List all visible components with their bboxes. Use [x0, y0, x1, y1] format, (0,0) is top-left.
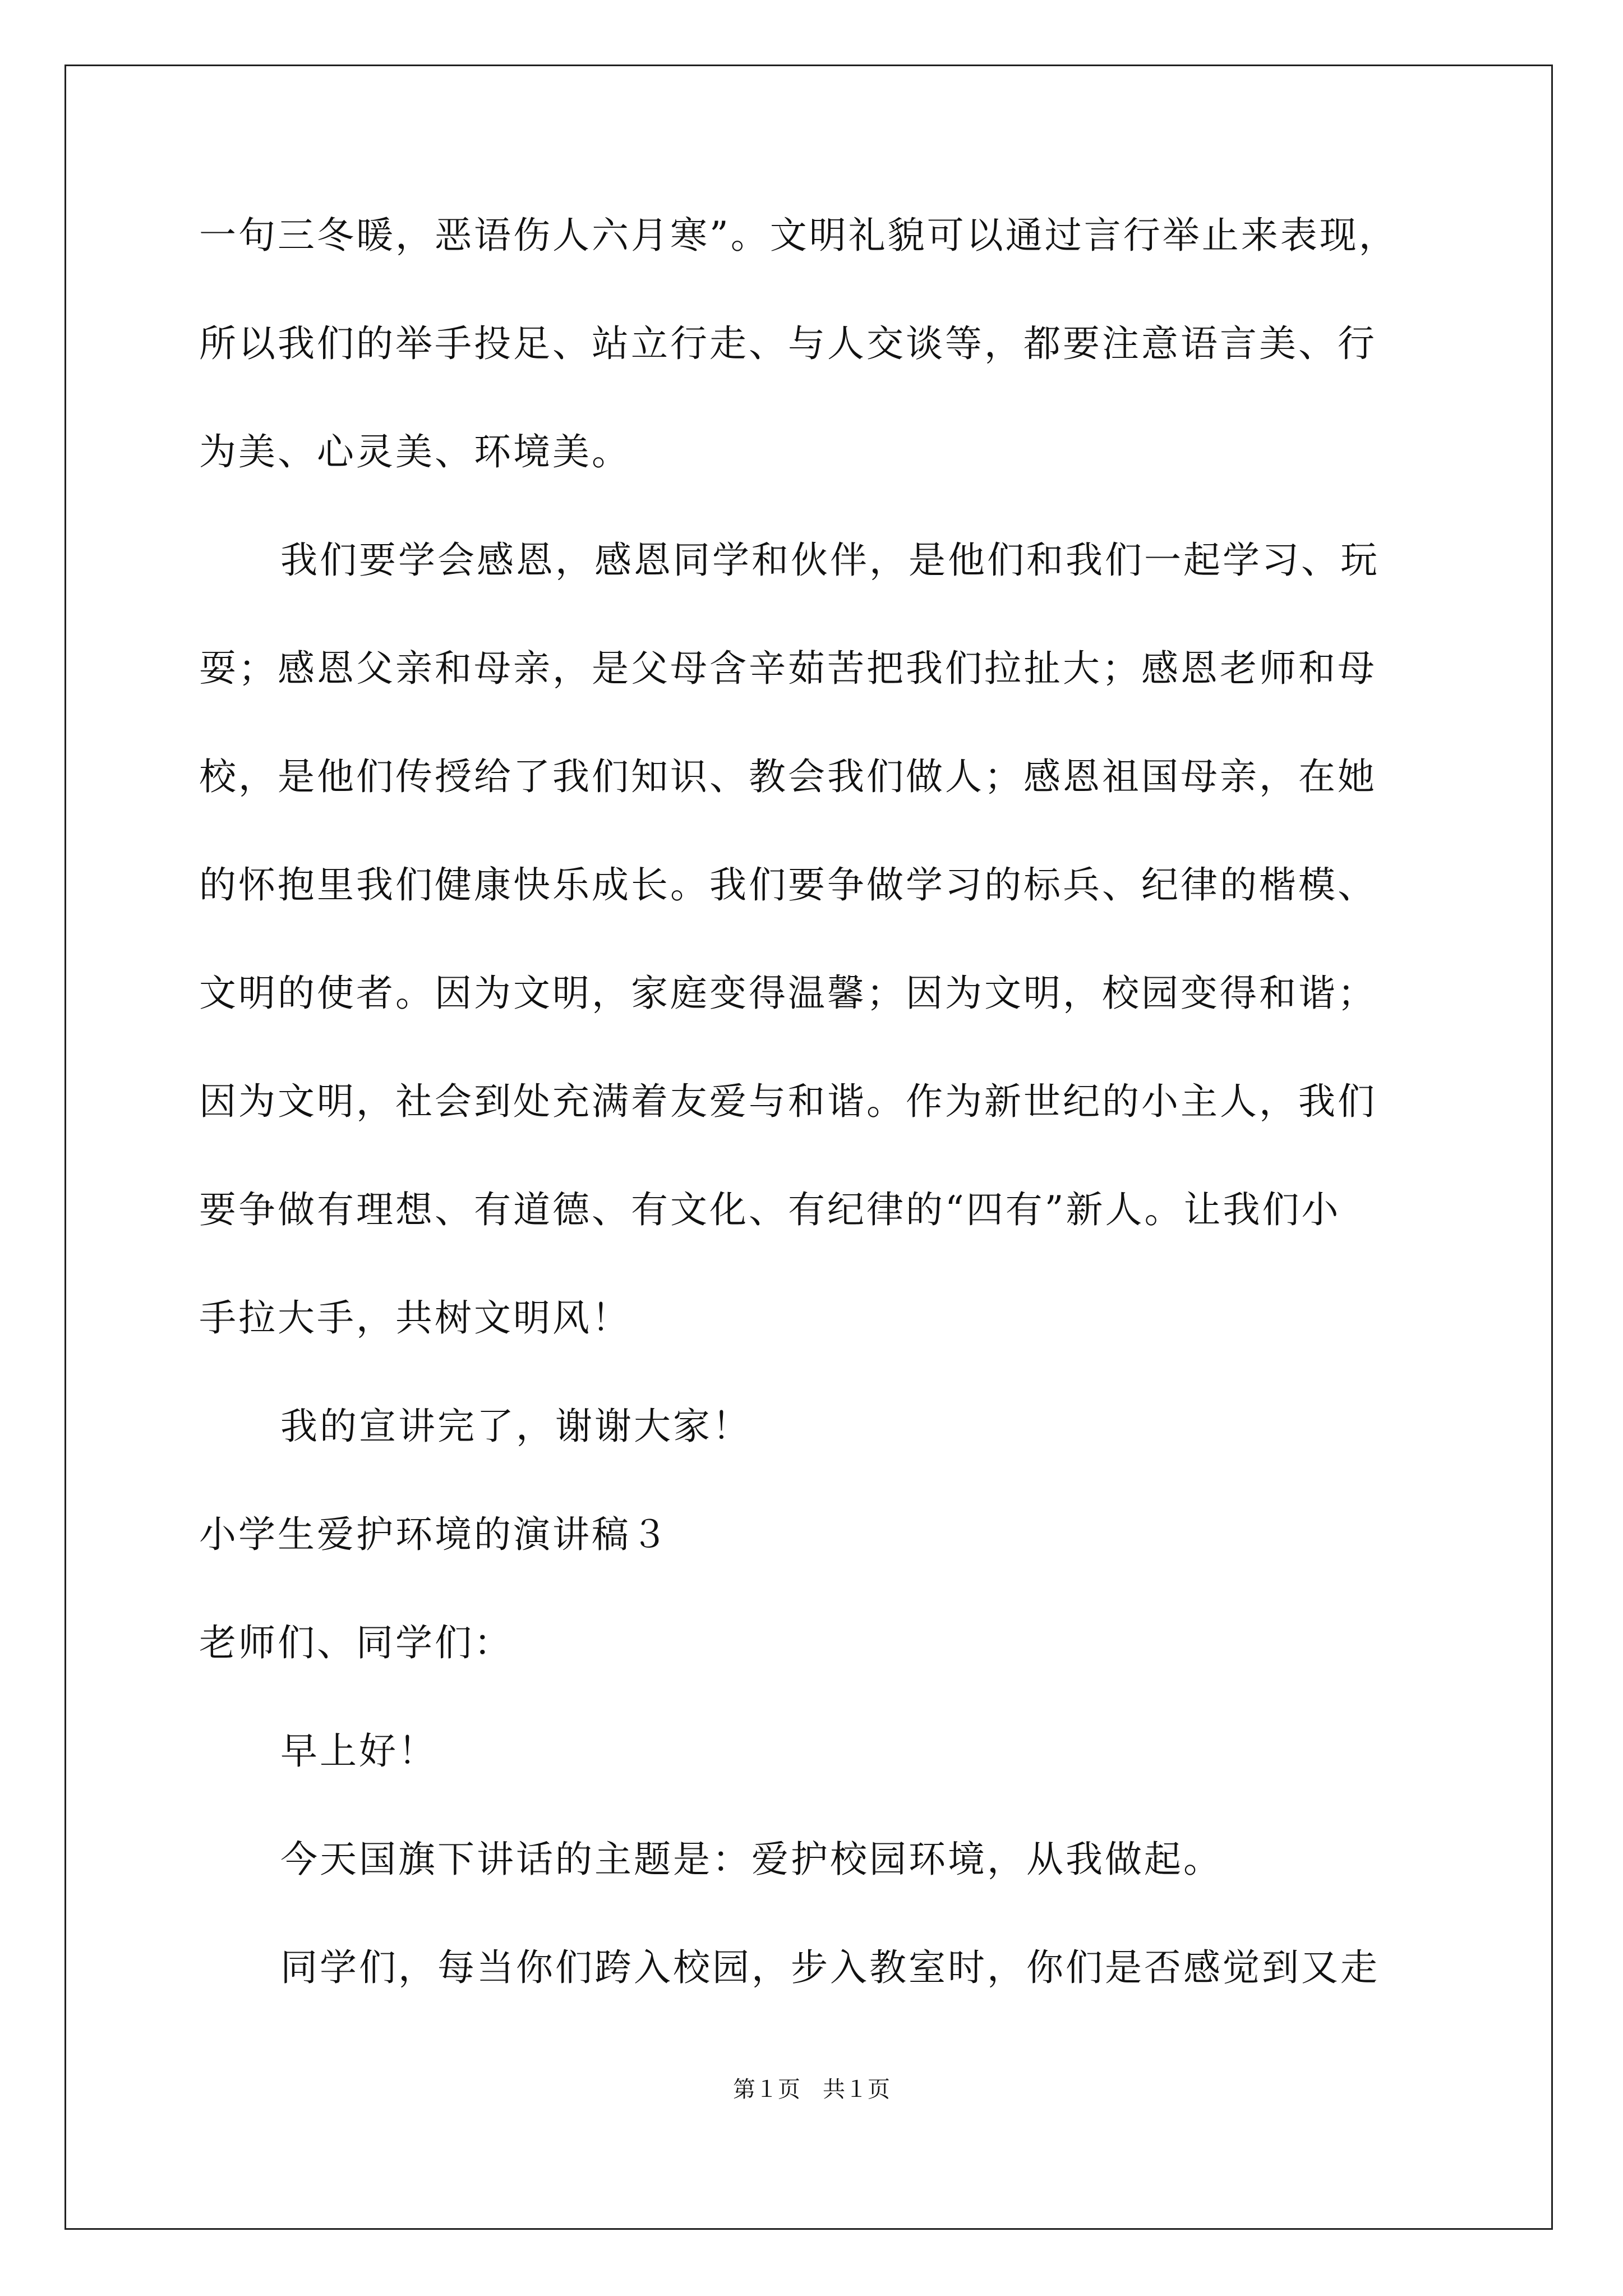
- salutation: 老师们、同学们：: [199, 1621, 513, 1664]
- paragraph-line: 因为文明，社会到处充满着友爱与和谐。作为新世纪的小主人，我们: [199, 1080, 1377, 1123]
- page-total: 共１页: [823, 2077, 890, 2102]
- paragraph-line: 今天国旗下讲话的主题是：爱护校园环境，从我做起。: [280, 1838, 1223, 1881]
- paragraph-line: 要争做有理想、有道德、有文化、有纪律的“四有”新人。让我们小: [199, 1188, 1341, 1231]
- greeting: 早上好！: [280, 1729, 437, 1773]
- page-frame: [64, 65, 1553, 2230]
- paragraph-line: 所以我们的举手投足、站立行走、与人交谈等，都要注意语言美、行: [199, 322, 1377, 365]
- page-footer: [0, 2073, 1623, 2106]
- section-title: 小学生爱护环境的演讲稿３: [199, 1513, 670, 1556]
- paragraph-line: 为美、心灵美、环境美。: [199, 430, 631, 473]
- paragraph-line: 耍；感恩父亲和母亲，是父母含辛茹苦把我们拉扯大；感恩老师和母: [199, 647, 1377, 690]
- paragraph-line: 我们要学会感恩，感恩同学和伙伴，是他们和我们一起学习、玩: [280, 539, 1380, 582]
- paragraph-line: 同学们，每当你们跨入校园，步入教室时，你们是否感觉到又走: [280, 1946, 1380, 1989]
- paragraph-line: 我的宣讲完了，谢谢大家！: [280, 1405, 751, 1448]
- paragraph-line: 一句三冬暖，恶语伤人六月寒”。文明礼貌可以通过言行举止来表现，: [199, 214, 1398, 257]
- page-number: 第１页: [733, 2077, 800, 2102]
- paragraph-line: 文明的使者。因为文明，家庭变得温馨；因为文明，校园变得和谐；: [199, 972, 1377, 1015]
- paragraph-line: 的怀抱里我们健康快乐成长。我们要争做学习的标兵、纪律的楷模、: [199, 863, 1377, 907]
- paragraph-line: 手拉大手，共树文明风！: [199, 1296, 631, 1340]
- paragraph-line: 校，是他们传授给了我们知识、教会我们做人；感恩祖国母亲，在她: [199, 755, 1377, 798]
